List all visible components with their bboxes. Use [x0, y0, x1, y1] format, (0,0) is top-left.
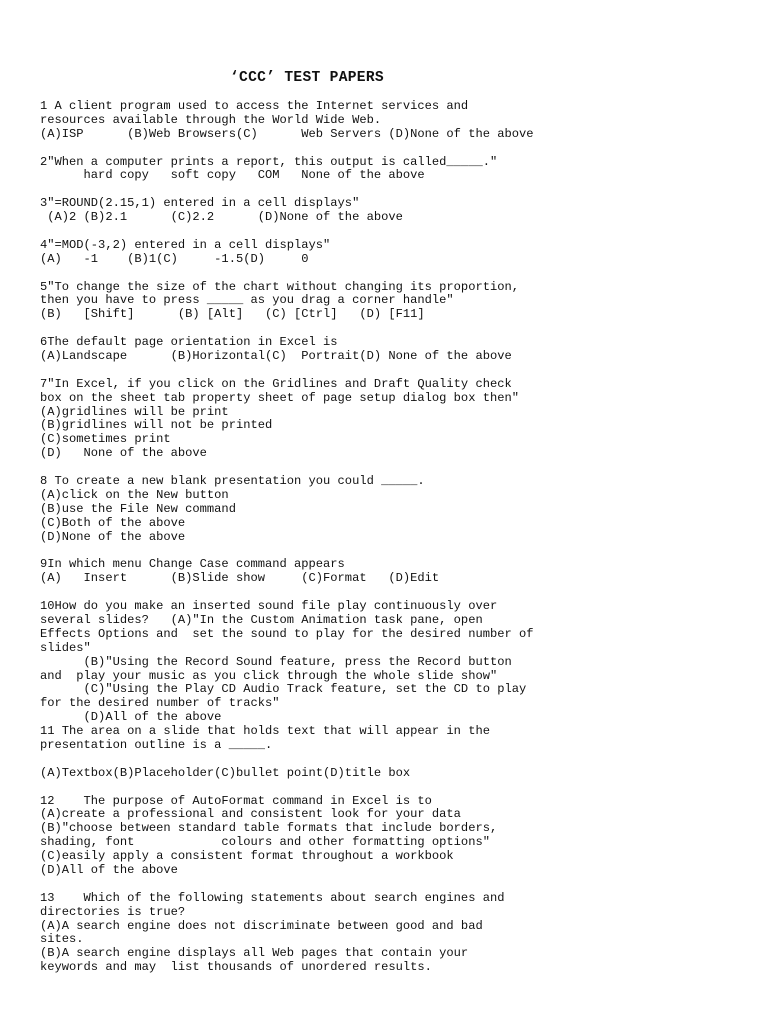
text-line: (B)use the File New command: [40, 501, 236, 516]
text-line: slides": [40, 640, 91, 655]
blank-line: [40, 142, 740, 156]
text-line: 8 To create a new blank presentation you could _____.: [40, 474, 425, 489]
text-line: (A)2 (B)2.1 (C)2.2 (D)None of the above: [40, 210, 403, 225]
blank-line: [40, 753, 740, 767]
text-line: 10How do you make an inserted sound file play continuously over: [40, 599, 498, 614]
text-line: directories is true?: [40, 904, 186, 919]
text-line: (D)None of the above: [40, 529, 186, 544]
text-line: (B) [Shift] (B) [Alt] (C) [Ctrl] (D) [F11]: [40, 307, 425, 322]
text-line: 3"=ROUND(2.15,1) entered in a cell displays": [40, 196, 360, 211]
text-line: (B)gridlines will not be printed: [40, 418, 273, 433]
text-line: Effects Options and set the sound to play for the desired number of: [40, 626, 534, 641]
text-line: for the desired number of tracks": [40, 696, 280, 711]
text-line: 7"In Excel, if you click on the Gridlines and Draft Quality check: [40, 376, 512, 391]
text-line: (B)A search engine displays all Web pages that contain your: [40, 946, 469, 961]
text-line: 9In which menu Change Case command appears: [40, 557, 345, 572]
blank-line: [40, 322, 740, 336]
text-line: box on the sheet tab property sheet of page setup dialog box then": [40, 390, 519, 405]
text-line: 11 The area on a slide that holds text that will appear in the: [40, 724, 490, 739]
text-line: (A)Textbox(B)Placeholder(C)bullet point(D)title box: [40, 765, 411, 780]
text-line: presentation outline is a _____.: [40, 737, 273, 752]
text-line: (C)"Using the Play CD Audio Track feature, set the CD to play: [40, 682, 527, 697]
text-line: (D) None of the above: [40, 446, 207, 461]
text-line: (A)Landscape (B)Horizontal(C) Portrait(D) None of the above: [40, 349, 512, 364]
text-line: (A)gridlines will be print: [40, 404, 229, 419]
text-line: (D)All of the above: [40, 710, 222, 725]
text-line: resources available through the World Wide Web.: [40, 112, 382, 127]
text-line: (A) Insert (B)Slide show (C)Format (D)Edit: [40, 571, 440, 586]
text-line: 2"When a computer prints a report, this output is called_____.": [40, 154, 498, 169]
text-line: (A) -1 (B)1(C) -1.5(D) 0: [40, 251, 309, 266]
blank-line: [40, 781, 740, 795]
text-line: then you have to press _____ as you drag a corner handle": [40, 293, 454, 308]
document-body: [40, 100, 740, 975]
text-line: hard copy soft copy COM None of the above: [40, 168, 425, 183]
text-line: sites.: [40, 932, 84, 947]
blank-line: [40, 183, 740, 197]
text-line: 13 Which of the following statements about search engines and: [40, 890, 505, 905]
text-line: (A)A search engine does not discriminate between good and bad: [40, 918, 483, 933]
text-line: 12 The purpose of AutoFormat command in Excel is to: [40, 793, 432, 808]
text-line: several slides? (A)"In the Custom Animation task pane, open: [40, 612, 483, 627]
text-line: and play your music as you click through the whole slide show": [40, 668, 498, 683]
text-line: (C)easily apply a consistent format throughout a workbook: [40, 849, 454, 864]
text-line: 6The default page orientation in Excel is: [40, 335, 338, 350]
text-line: keywords and may list thousands of unordered results.: [40, 960, 432, 975]
text-line: shading, font colours and other formatting options": [40, 835, 490, 850]
text-line: 5"To change the size of the chart without changing its proportion,: [40, 279, 519, 294]
blank-line: [40, 364, 740, 378]
text-line: (B)"choose between standard table formats that include borders,: [40, 821, 498, 836]
text-line: 1 A client program used to access the Internet services and: [40, 99, 469, 113]
text-line: (C)sometimes print: [40, 432, 171, 447]
blank-line: [40, 878, 740, 892]
text-line: 4"=MOD(-3,2) entered in a cell displays": [40, 237, 331, 252]
blank-line: [40, 267, 740, 281]
blank-line: [40, 461, 740, 475]
text-line: (D)All of the above: [40, 862, 178, 877]
text-line: (A)ISP (B)Web Browsers(C) Web Servers (D)None of the above: [40, 126, 534, 141]
text-line: (A)click on the New button: [40, 487, 229, 502]
page-title: ‘CCC’ TEST PAPERS: [230, 70, 384, 86]
blank-line: [40, 545, 740, 559]
text-line: (C)Both of the above: [40, 515, 186, 530]
blank-line: [40, 586, 740, 600]
blank-line: [40, 225, 740, 239]
text-line: (B)"Using the Record Sound feature, press the Record button: [40, 654, 512, 669]
text-line: (A)create a professional and consistent look for your data: [40, 807, 461, 822]
